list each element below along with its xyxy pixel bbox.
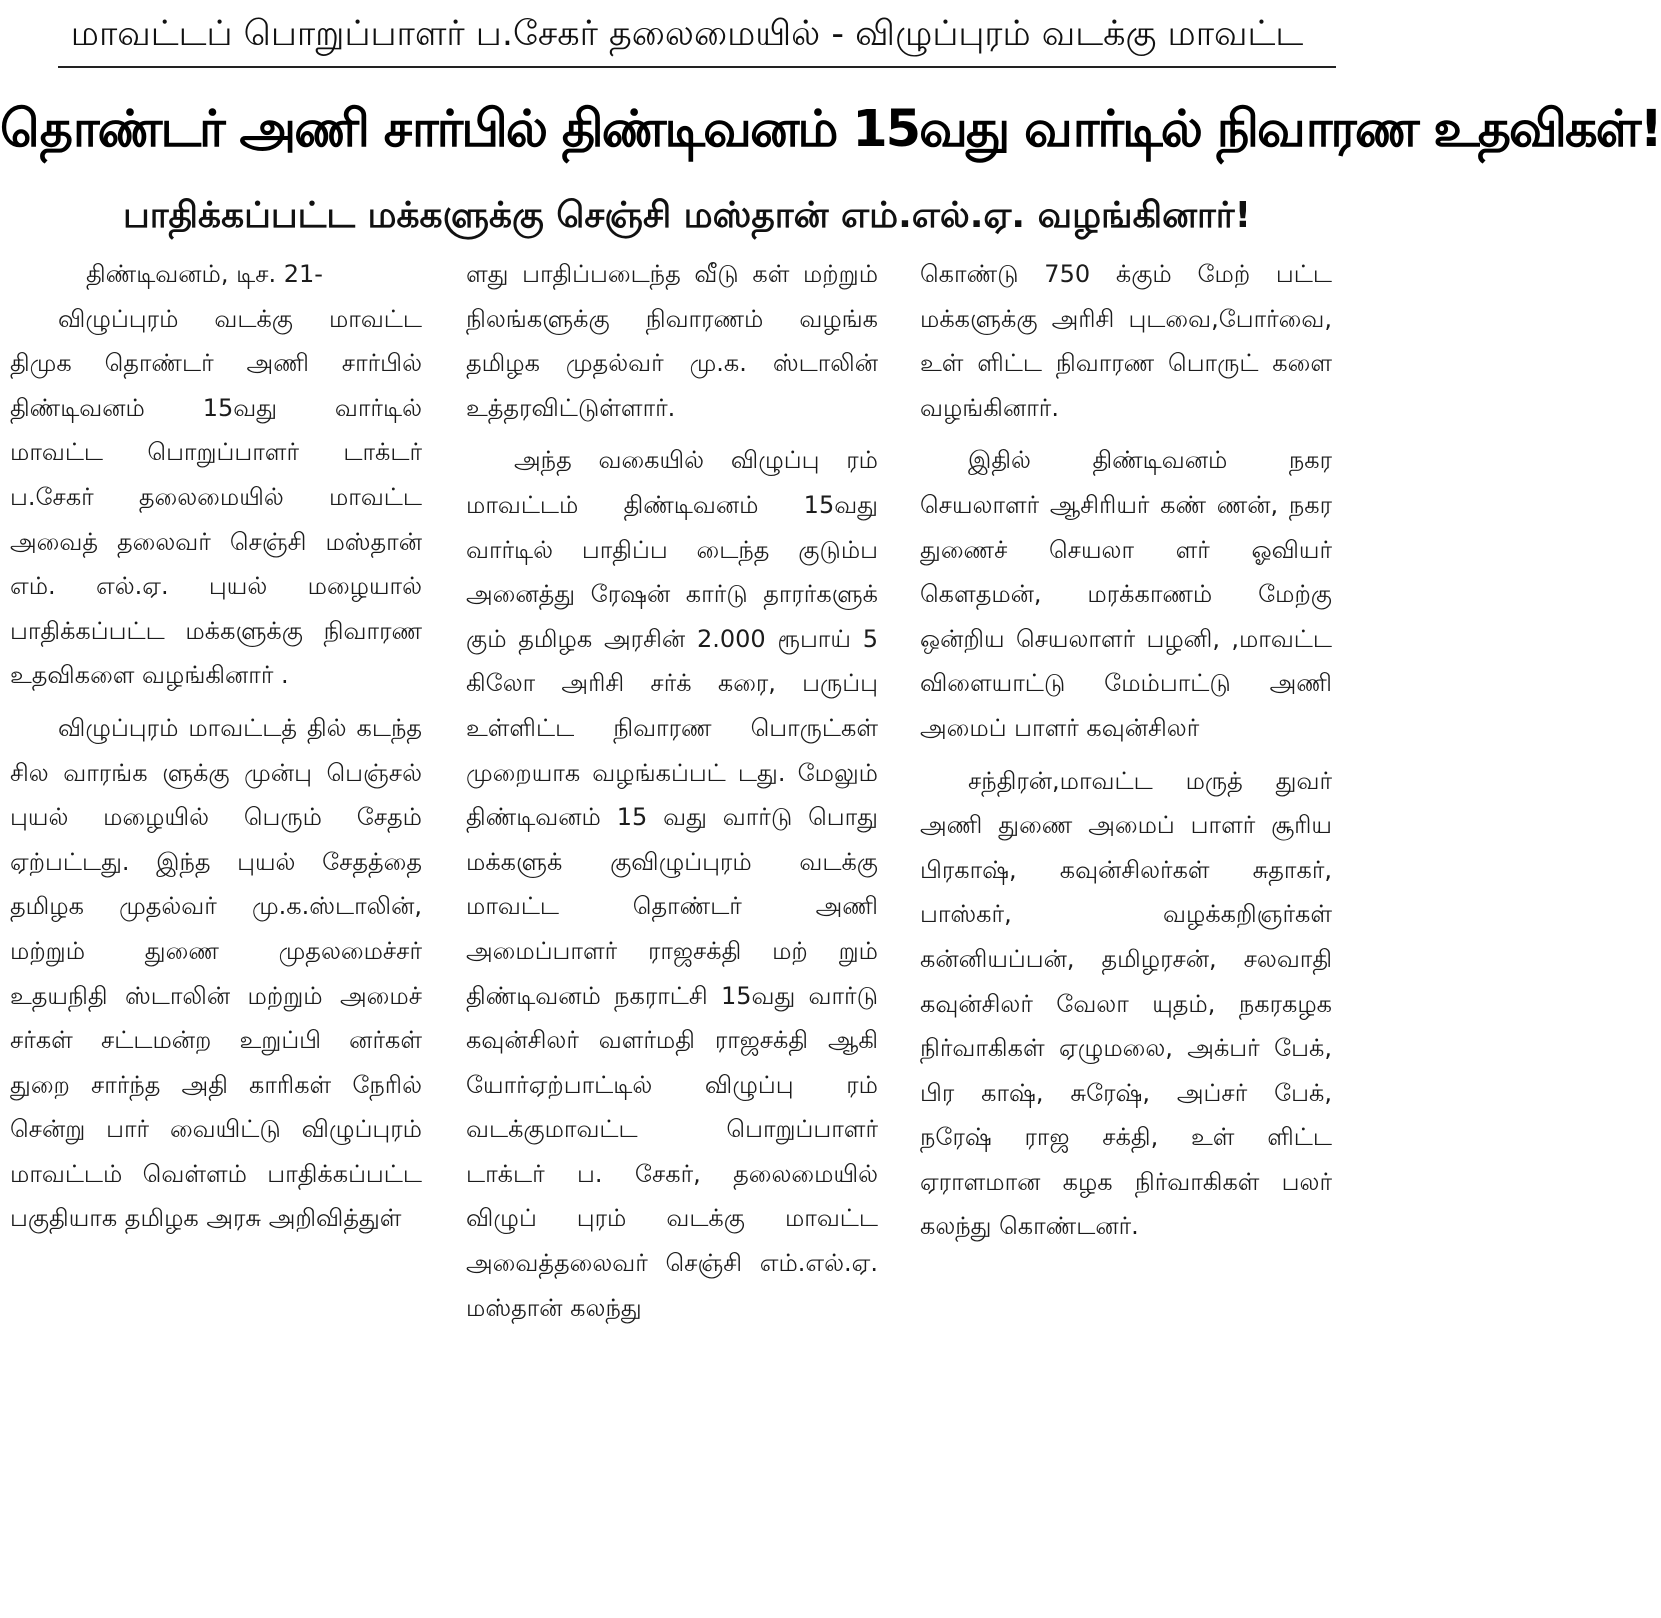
- kicker-divider: [58, 66, 1336, 68]
- paragraph: விழுப்புரம் மாவட்டத் தில் கடந்த சில வாரங்க ளுக்கு முன்பு பெஞ்சல் புயல் மழையில் பெரும் சேதம் ஏற்பட்டது. இந்த புயல் சேதத்தை தமிழக முதல்வர் மு.க.ஸ்டாலின், மற்றும் துணை முதலமைச்சர் உதயநிதி ஸ்டாலின் மற்றும் அமைச் சர்கள் சட்டமன்ற உறுப்பி னர்கள் துறை சார்ந்த அதி காரிகள் நேரில் சென்று பார் வையிட்டு விழுப்புரம் மாவட்டம் வெள்ளம் பாதிக்கப்பட்ட பகுதியாக தமிழக அரசு அறிவித்துள்: [10, 713, 422, 1233]
- headline: தொண்டர் அணி சார்பில் திண்டிவனம் 15வது வார்டில் நிவாரண உதவிகள்!: [0, 100, 1661, 159]
- kicker-line: மாவட்டப் பொறுப்பாளர் ப.சேகர் தலைமையில் - விழுப்புரம் வடக்கு மாவட்ட: [70, 14, 1304, 54]
- paragraph: ளது பாதிப்படைந்த வீடு கள் மற்றும் நிலங்களுக்கு நிவாரணம் வழங்க தமிழக முதல்வர் மு.க. ஸ்டாலின் உத்தரவிட்டுள்ளார்.: [466, 260, 878, 422]
- article-column-1: [10, 252, 422, 1241]
- article-column-3: [920, 252, 1332, 1249]
- paragraph: விழுப்புரம் வடக்கு மாவட்ட திமுக தொண்டர் அணி சார்பில் திண்டிவனம் 15வது வார்டில் மாவட்ட பொறுப்பாளர் டாக்டர் ப.சேகர் தலைமையில் மாவட்ட அவைத் தலைவர் செஞ்சி மஸ்தான் எம். எல்.ஏ. புயல் மழையால் பாதிக்கப்பட்ட மக்களுக்கு நிவாரண உதவிகளை வழங்கினார் .: [10, 304, 422, 690]
- subheadline: பாதிக்கப்பட்ட மக்களுக்கு செஞ்சி மஸ்தான் எம்.எல்.ஏ. வழங்கினார்!: [122, 195, 1252, 236]
- paragraph: இதில் திண்டிவனம் நகர செயலாளர் ஆசிரியர் கண் ணன், நகர துணைச் செயலா ளர் ஓவியர் கௌதமன், மரக்காணம் மேற்கு ஒன்றிய செயலாளர் பழனி, ,மாவட்ட விளையாட்டு மேம்பாட்டு அணி அமைப் பாளர் கவுன்சிலர்: [920, 446, 1332, 742]
- article-column-2: [466, 252, 878, 1330]
- dateline: திண்டிவனம், டிச. 21-: [86, 260, 323, 288]
- paragraph: அந்த வகையில் விழுப்பு ரம் மாவட்டம் திண்டிவனம் 15வது வார்டில் பாதிப்ப டைந்த குடும்ப அனைத்து ரேஷன் கார்டு தாரர்களுக் கும் தமிழக அரசின் 2.000 ரூபாய் 5 கிலோ அரிசி சர்க் கரை, பருப்பு உள்ளிட்ட நிவாரண பொருட்கள் முறையாக வழங்கப்பட் டது. மேலும் திண்டிவனம் 15 வது வார்டு பொது மக்களுக் குவிழுப்புரம் வடக்கு மாவட்ட தொண்டர் அணி அமைப்பாளர் ராஜசக்தி மற் றும் திண்டிவனம் நகராட்சி 15வது வார்டு கவுன்சிலர் வளர்மதி ராஜசக்தி ஆகி யோர்ஏற்பாட்டில் விழுப்பு ரம் வடக்குமாவட்ட பொறுப்பாளர் டாக்டர் ப. சேகர், தலைமையில் விழுப் புரம் வடக்கு மாவட்ட அவைத்தலைவர் செஞ்சி எம்.எல்.ஏ. மஸ்தான் கலந்து: [466, 446, 878, 1322]
- paragraph: கொண்டு 750 க்கும் மேற் பட்ட மக்களுக்கு அரிசி புடவை,போர்வை, உள் ளிட்ட நிவாரண பொருட் களை வழங்கினார்.: [920, 260, 1332, 422]
- paragraph: சந்திரன்,மாவட்ட மருத் துவர் அணி துணை அமைப் பாளர் சூரிய பிரகாஷ், கவுன்சிலர்கள் சுதாகர், பாஸ்கர், வழக்கறிஞர்கள் கன்னியப்பன், தமிழரசன், சலவாதி கவுன்சிலர் வேலா யுதம், நகரகழக நிர்வாகிகள் ஏழுமலை, அக்பர் பேக், பிர காஷ், சுரேஷ், அப்சர் பேக், நரேஷ் ராஜ சக்தி, உள் ளிட்ட ஏராளமான கழக நிர்வாகிகள் பலர் கலந்து கொண்டனர்.: [920, 766, 1332, 1241]
